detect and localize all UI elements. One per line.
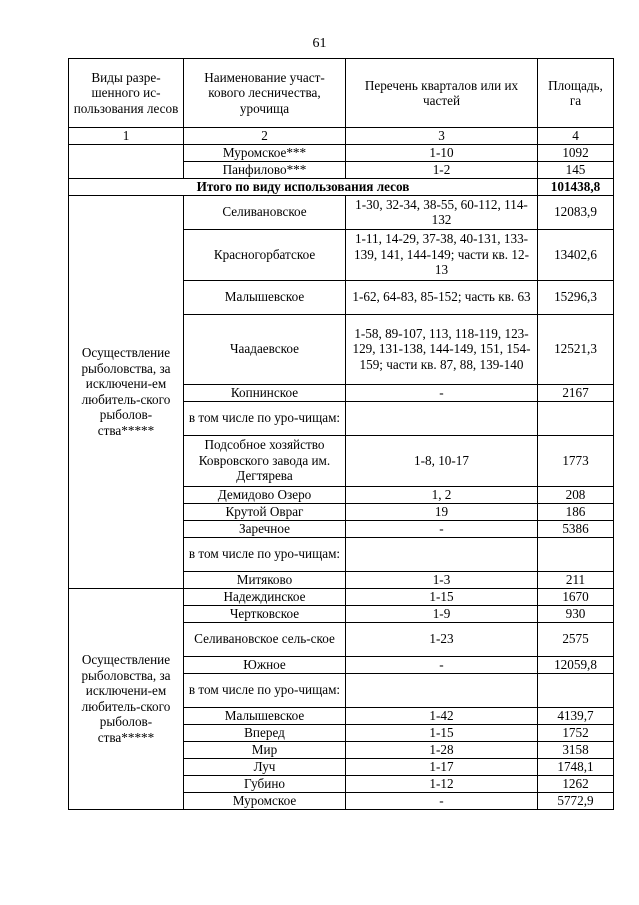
quarters: 1-8, 10-17: [346, 435, 538, 486]
quarters: 1-15: [346, 724, 538, 741]
header-use-type: Виды разре-шенного ис-пользования лесов: [69, 59, 184, 128]
forestry-name: Надеждинское: [184, 588, 346, 605]
quarters: 1-23: [346, 622, 538, 656]
forestry-name: Мир: [184, 741, 346, 758]
quarters: 1, 2: [346, 486, 538, 503]
area: 12521,3: [538, 314, 614, 384]
table-row: [69, 588, 614, 605]
quarters: 19: [346, 503, 538, 520]
area: 211: [538, 571, 614, 588]
quarters: 1-15: [346, 588, 538, 605]
forestry-name: Подсобное хозяйство Ковровского завода им. Дегтярева: [184, 435, 346, 486]
area: 1092: [538, 144, 614, 161]
area: 208: [538, 486, 614, 503]
column-number: 2: [184, 128, 346, 145]
forestry-name: Малышевское: [184, 280, 346, 314]
quarters: 1-10: [346, 144, 538, 161]
area: 1748,1: [538, 758, 614, 775]
table-row: [69, 144, 614, 161]
forestry-name: в том числе по уро-чищам:: [184, 537, 346, 571]
forestry-name: Муромское***: [184, 144, 346, 161]
area: 1773: [538, 435, 614, 486]
forestry-name: Демидово Озеро: [184, 486, 346, 503]
page-number: 61: [312, 36, 327, 51]
quarters: [346, 673, 538, 707]
area: 186: [538, 503, 614, 520]
forestry-name: Панфилово***: [184, 161, 346, 178]
header-row: [69, 59, 614, 128]
forestry-name: Луч: [184, 758, 346, 775]
area: 15296,3: [538, 280, 614, 314]
header-forestry-name: Наименование участ-кового лесничества, урочища: [184, 59, 346, 128]
area: 5772,9: [538, 792, 614, 809]
header-quarters-list: Перечень кварталов или их частей: [346, 59, 538, 128]
use-type-cell-empty: [69, 144, 184, 178]
area: 5386: [538, 520, 614, 537]
use-type: Осуществление рыболовства, за исключени-ем любитель-ского рыболов-ства*****: [69, 588, 184, 809]
column-number: 1: [69, 128, 184, 145]
forestry-name: Селивановское сель-ское: [184, 622, 346, 656]
column-number-row: [69, 128, 614, 145]
forestry-name: Митяково: [184, 571, 346, 588]
forestry-name: в том числе по уро-чищам:: [184, 673, 346, 707]
total-area: 101438,8: [538, 178, 614, 195]
forest-use-table: [68, 58, 614, 810]
quarters: -: [346, 520, 538, 537]
area: 3158: [538, 741, 614, 758]
area: 12059,8: [538, 656, 614, 673]
quarters: 1-28: [346, 741, 538, 758]
area: 12083,9: [538, 195, 614, 229]
area: 1262: [538, 775, 614, 792]
forestry-name: Крутой Овраг: [184, 503, 346, 520]
quarters: -: [346, 792, 538, 809]
forestry-name: Чаадаевское: [184, 314, 346, 384]
quarters: -: [346, 656, 538, 673]
use-type: Осуществление рыболовства, за исключени-ем любитель-ского рыболов-ства*****: [69, 195, 184, 588]
quarters: 1-42: [346, 707, 538, 724]
quarters: 1-3: [346, 571, 538, 588]
header-area: Площадь, га: [538, 59, 614, 128]
area: 145: [538, 161, 614, 178]
quarters: -: [346, 384, 538, 401]
quarters: 1-9: [346, 605, 538, 622]
area: [538, 673, 614, 707]
total-label: Итого по виду использования лесов: [69, 178, 538, 195]
area: 930: [538, 605, 614, 622]
area: 2167: [538, 384, 614, 401]
area: 1670: [538, 588, 614, 605]
table-row: [69, 195, 614, 229]
area: 2575: [538, 622, 614, 656]
forestry-name: Муромское: [184, 792, 346, 809]
total-row: [69, 178, 614, 195]
forestry-name: в том числе по уро-чищам:: [184, 401, 346, 435]
quarters: [346, 401, 538, 435]
quarters: 1-30, 32-34, 38-55, 60-112, 114-132: [346, 195, 538, 229]
forestry-name: Малышевское: [184, 707, 346, 724]
quarters: 1-62, 64-83, 85-152; часть кв. 63: [346, 280, 538, 314]
forestry-name: Заречное: [184, 520, 346, 537]
forestry-name: Красногорбатское: [184, 229, 346, 280]
area: [538, 401, 614, 435]
area: 1752: [538, 724, 614, 741]
column-number: 4: [538, 128, 614, 145]
quarters: 1-12: [346, 775, 538, 792]
forestry-name: Южное: [184, 656, 346, 673]
column-number: 3: [346, 128, 538, 145]
forestry-name: Чертковское: [184, 605, 346, 622]
forestry-name: Селивановское: [184, 195, 346, 229]
forestry-name: Вперед: [184, 724, 346, 741]
area: 13402,6: [538, 229, 614, 280]
quarters: 1-58, 89-107, 113, 118-119, 123-129, 131-138, 144-149, 151, 154-159; части кв. 87, 88, 139-140: [346, 314, 538, 384]
quarters: [346, 537, 538, 571]
quarters: 1-17: [346, 758, 538, 775]
forestry-name: Копнинское: [184, 384, 346, 401]
quarters: 1-2: [346, 161, 538, 178]
forestry-name: Губино: [184, 775, 346, 792]
area: [538, 537, 614, 571]
area: 4139,7: [538, 707, 614, 724]
quarters: 1-11, 14-29, 37-38, 40-131, 133-139, 141, 144-149; части кв. 12-13: [346, 229, 538, 280]
